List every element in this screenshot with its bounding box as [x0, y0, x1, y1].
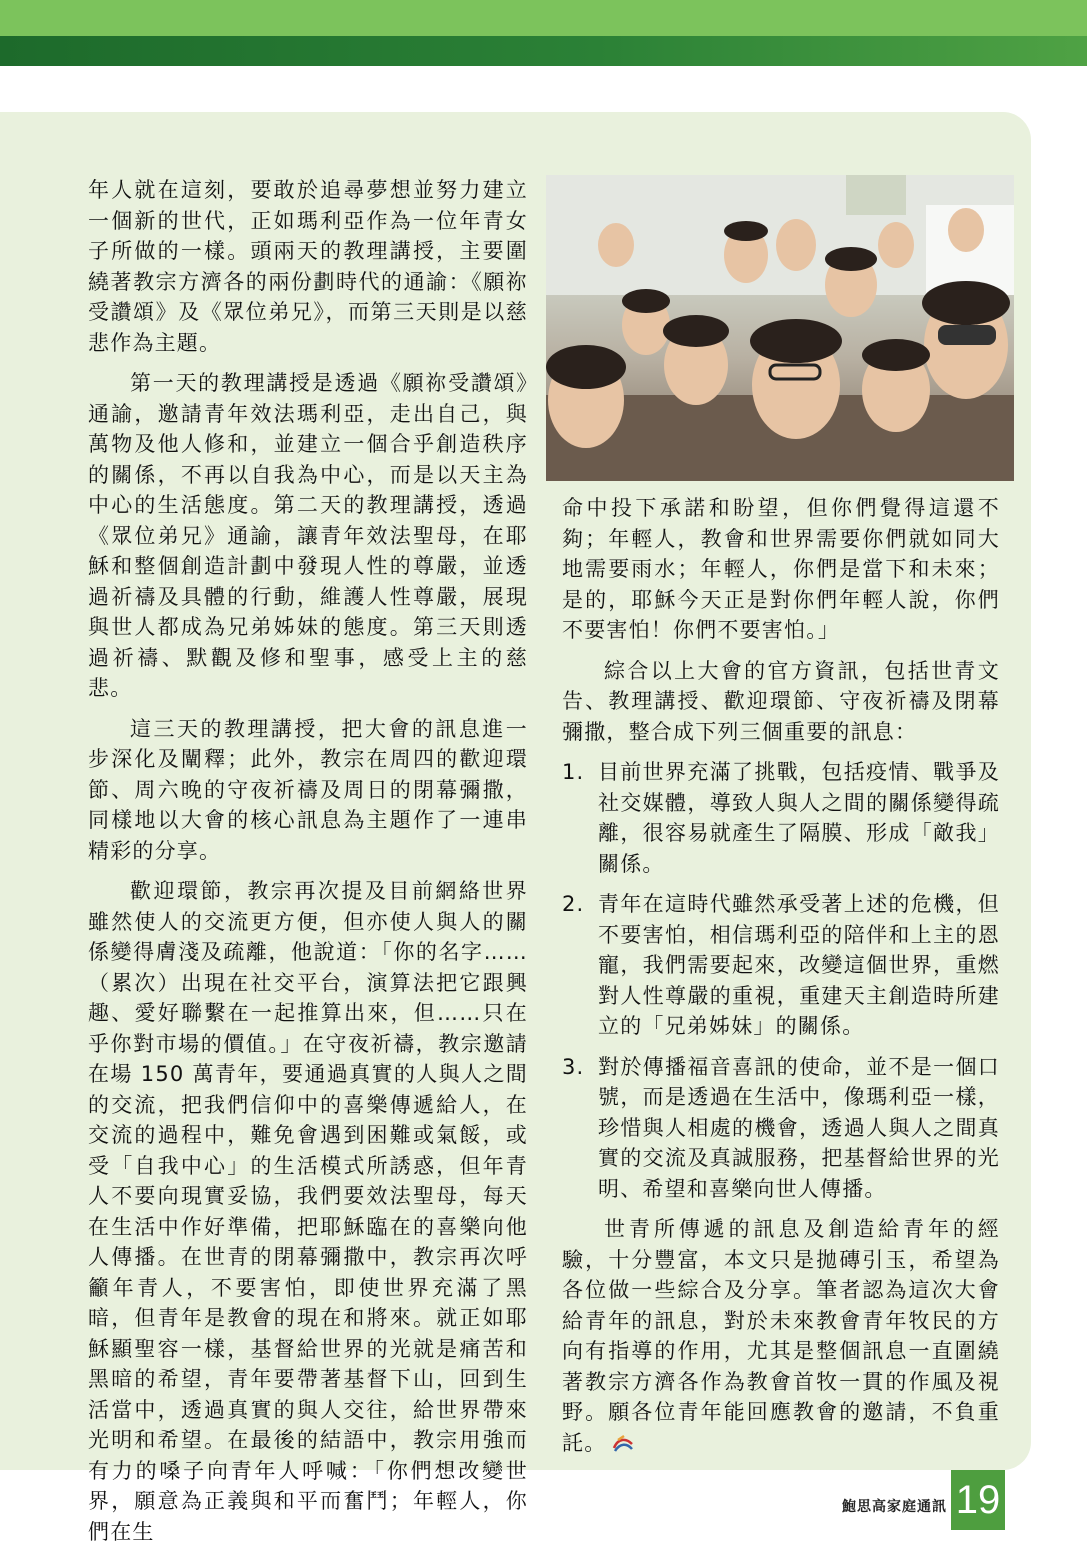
publication-title: 鮑思高家庭通訊: [842, 1499, 947, 1515]
paragraph-4: 歡迎環節，教宗再次提及目前網絡世界雖然使人的交流更方便，但亦使人與人的關係變得膚淺及疏離，他說道：「你的名字……（累次）出現在社交平台，演算法把它跟興趣、愛好聯繫在一起推算出來，但……只在乎你對市場的價值。」在守夜祈禱，教宗邀請在場 150 萬青年，要通過真實的人與人之間的交流，把我們信仰中的喜樂傳遞給人，在交流的過程中，難免會遇到困難或氣餒，或受「自我中心」的生活模式所誘惑，但年青人不要向現實妥協，我們要效法聖母，每天在生活中作好準備，把耶穌臨在的喜樂向他人傳播。在世青的閉幕彌撒中，教宗再次呼籲年青人，不要害怕，即使世界充滿了黑暗，但青年是教會的現在和將來。就正如耶穌顯聖容一樣，基督給世界的光就是痛苦和黑暗的希望，青年要帶著基督下山，回到生活當中，透過真實的與人交往，給世界帶來光明和希望。在最後的結語中，教宗用強而有力的嗓子向青年人呼喊：「你們想改變世界，願意為正義與和平而奮鬥；年輕人，你們在生: [88, 879, 528, 1544]
paragraph-2: 第一天的教理講授是透過《願祢受讚頌》通諭，邀請青年效法瑪利亞，走出自己，與萬物及他人修和，並建立一個合乎創造秩序的關係，不再以自我為中心，而是以天主為中心的生活態度。第二天的教理講授，透過《眾位弟兄》通諭，讓青年效法聖母，在耶穌和整個創造計劃中發現人性的尊嚴，並透過祈禱及具體的行動，維護人性尊嚴，展現與世人都成為兄弟姊妹的態度。第三天則透過祈禱、默觀及修和聖事，感受上主的慈悲。: [88, 371, 528, 700]
quote-continuation: 命中投下承諾和盼望，但你們覺得這還不夠；年輕人，教會和世界需要你們就如同大地需要雨水；年輕人，你們是當下和未來；是的，耶穌今天正是對你們年輕人說，你們不要害怕！你們不要害怕。」: [562, 496, 1000, 642]
header-band-light: [0, 0, 1087, 36]
group-selfie-photo: [546, 175, 1014, 481]
left-column: [88, 175, 528, 1557]
list-number: 1.: [562, 760, 585, 784]
list-number: 3.: [562, 1054, 585, 1079]
list-item: [562, 889, 1000, 1042]
list-text: 青年在這時代雖然承受著上述的危機，但不要害怕，相信瑪利亞的陪伴和上主的恩寵，我們需要起來，改變這個世界，重燃對人性尊嚴的重視，重建天主創造時所建立的「兄弟姊妹」的關係。: [598, 892, 1000, 1038]
header-band-dark: [0, 36, 1087, 66]
conclusion-paragraph: [562, 1214, 1000, 1458]
list-number: 2.: [562, 892, 585, 916]
list-item: [562, 1052, 1000, 1205]
summary-intro: 綜合以上大會的官方資訊，包括世青文告、教理講授、歡迎環節、守夜祈禱及閉幕彌撒，整合成下列三個重要的訊息：: [562, 658, 1000, 744]
photo-illustration: [546, 175, 1014, 481]
paragraph-3: 這三天的教理講授，把大會的訊息進一步深化及闡釋；此外，教宗在周四的歡迎環節、周六晚的守夜祈禱及周日的閉幕彌撒，同樣地以大會的核心訊息為主題作了一連串精彩的分享。: [88, 716, 528, 863]
key-messages-list: [562, 757, 1000, 1204]
conclusion-text: 世青所傳遞的訊息及創造給青年的經驗，十分豐富，本文只是拋磚引玉，希望為各位做一些綜合及分享。筆者認為這次大會給青年的訊息，對於未來教會青年牧民的方向有指導的作用，尤其是整個訊息一直圍繞著教宗方濟各作為教會首牧一貫的作風及視野。願各位青年能回應教會的邀請，不負重託。: [562, 1217, 1000, 1455]
paragraph-1: 年人就在這刻，要敢於追尋夢想並努力建立一個新的世代，正如瑪利亞作為一位年青女子所做的一樣。頭兩天的教理講授，主要圍繞著教宗方濟各的兩份劃時代的通諭：《願祢受讚頌》及《眾位弟兄》，而第三天則是以慈悲作為主題。: [88, 178, 528, 355]
list-item: [562, 757, 1000, 879]
page-number: 19: [951, 1470, 1005, 1530]
list-text: 目前世界充滿了挑戰，包括疫情、戰爭及社交媒體，導致人與人之間的關係變得疏離，很容易就產生了隔膜、形成「敵我」關係。: [598, 760, 1000, 876]
list-text: 對於傳播福音喜訊的使命，並不是一個口號，而是透過在生活中，像瑪利亞一樣，珍惜與人相處的機會，透過人與人之間真實的交流及真誠服務，把基督給世界的光明、希望和喜樂向世人傳播。: [598, 1054, 1000, 1201]
right-column: [562, 493, 1000, 1468]
end-mark-icon: [612, 1434, 634, 1454]
